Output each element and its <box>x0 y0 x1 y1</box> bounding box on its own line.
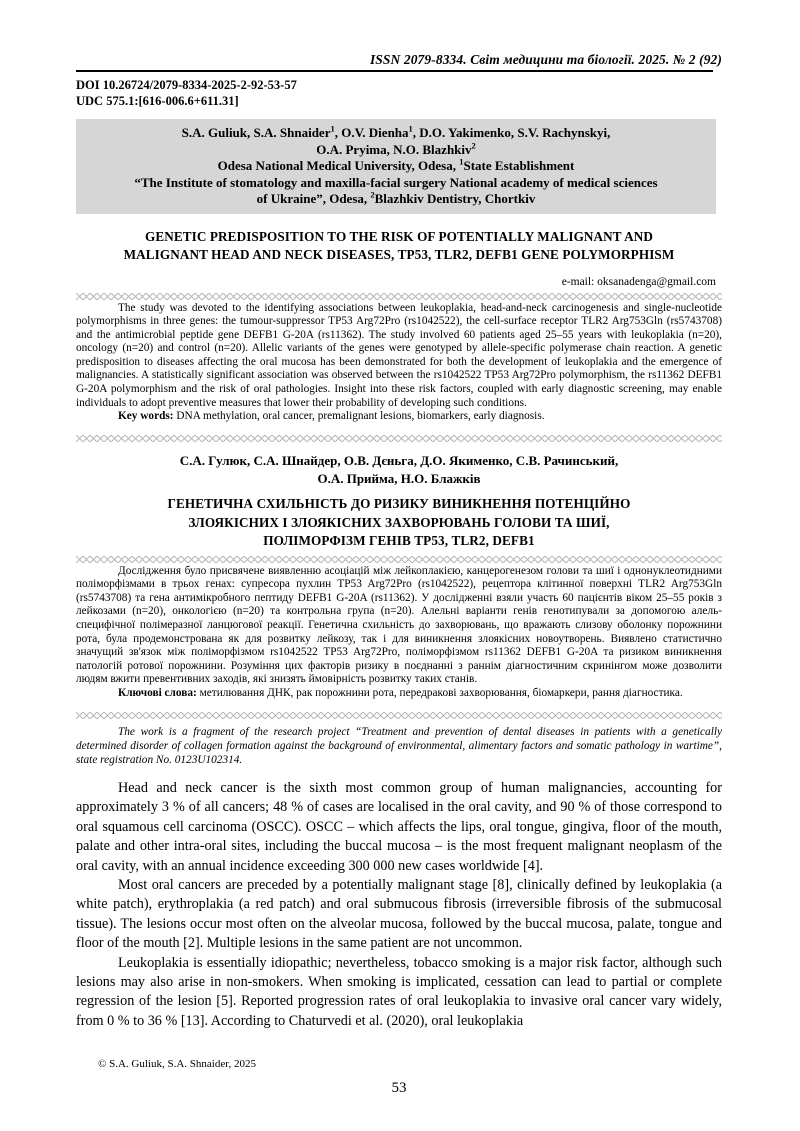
abstract-english: The study was devoted to the identifying associations between leukoplakia, head-and-neck carcinogenesis and single-nucleotide polymorphisms in three genes: the tumour-suppressor TP53 Arg72Pro (rs1042522), the cell-surface receptor TLR2 Arg753Gln (rs5743708) and the antimicrobial peptide gene DEFB1 G-20A (rs11362). The study involved 60 patients aged 25–55 years with leukoplakia (n=20), oncology (n=20) and control (n=20). Allelic variants of the genes were genotyped by allele-specific polymerase chain reaction. A genetic predisposition to diseases affecting the oral mucosa has been demonstrated for both the development of leukoplakia and the emergence of malignancies. A statistically significant association was observed between the rs1042522 TP53 Arg72Pro polymorphism, the rs11362 DEFB1 G-20A polymorphism and the risk of oral pathologies. Insight into these risk factors, coupled with early diagnostic screening, may enable individuals to adopt preventive measures that lower their probability of developing such conditions. <box>76 301 722 409</box>
title-ua-line-2: ЗЛОЯКІСНИХ І ЗЛОЯКІСНИХ ЗАХВОРЮВАНЬ ГОЛОВИ ТА ШИЇ, <box>188 514 610 530</box>
affiliation-line-1-part-a: Odesa National Medical University, Odesa, <box>217 158 460 173</box>
affiliation-line-1-part-b: State Establishment <box>463 158 575 173</box>
title-ua-line-1: ГЕНЕТИЧНА СХИЛЬНІСТЬ ДО РИЗИКУ ВИНИКНЕННЯ ПОТЕНЦІЙНО <box>167 496 631 512</box>
article-title-english <box>76 228 722 264</box>
zigzag-divider-ua-top <box>76 556 722 563</box>
authors-line-1-part-c: , D.O. Yakimenko, S.V. Rachynskyi, <box>412 125 611 140</box>
page-number: 53 <box>391 1080 407 1096</box>
authors-line-1-part-b: , O.V. Dienha <box>334 125 409 140</box>
abstract-ukrainian: Дослідження було присвячене виявленню асоціацій між лейкоплакією, канцерогенезом голови та шиї і однонуклеотидними поліморфізмами в трьох генах: супресора пухлин TP53 Arg72Pro (rs1042522), рецептора клітинної поверхні TLR2 Arg753Gln (rs5743708) та гена антимікробного пептиду DEFB1 G-20A (rs11362). У дослідженні взяли участь 60 пацієнтів віком 25–55 років з лейкозами (n=20), онкологією (n=20) та контрольна група (n=20). Алельні варіанти генів генотипували за допомогою алель-специфічної полімеразної ланцюгової реакції. Генетична схильність до захворювань, що вражають слизову оболонку порожнини рота, була продемонстрована як для розвитку лейкозу, так і для виникнення злоякісних новоутворень. Виявлено статистично значущий зв'язок між поліморфізмом rs1042522 TP53 Arg72Pro, поліморфізмом rs11362 DEFB1 G-20A та ризиком виникнення патологій ротової порожнини. Розуміння цих факторів ризику в поєднанні з раннім діагностичним скринінгом може дозволити людям вжити превентивних заходів, які знизять ймовірність розвитку таких станів. <box>76 564 722 686</box>
authors-ua-line-2: О.А. Прийма, Н.О. Блажків <box>317 470 481 486</box>
body-paragraph-3: Leukoplakia is essentially idiopathic; nevertheless, tobacco smoking is a major risk factor, although such lesions may also arise in non-smokers. When smoking is implicated, cessation can lead to partial or complete regression of the lesion [5]. Reported progression rates of oral leukoplakia to invasive oral cancer vary widely, from 0 % to 36 % [13]. According to Chaturvedi et al. (2020), oral leukoplakia <box>76 954 722 1029</box>
keywords-ukrainian-text: метилювання ДНК, рак порожнини рота, передракові захворювання, біомаркери, рання діагностика. <box>196 686 683 699</box>
running-head: ISSN 2079-8334. Світ медицини та біології. 2025. № 2 (92) <box>369 52 722 67</box>
affiliation-marker-4: 1 <box>459 156 464 167</box>
authors-ukrainian <box>76 452 722 487</box>
author-affiliation-block <box>76 119 716 214</box>
zigzag-divider-top <box>76 293 722 300</box>
authors-line-2 <box>76 142 716 159</box>
keywords-ukrainian <box>76 687 722 701</box>
affiliation-marker-2: 1 <box>408 123 413 134</box>
affiliation-line-3-part-a: of Ukraine”, Odesa, <box>256 191 371 206</box>
title-en-line-2: MALIGNANT HEAD AND NECK DISEASES, TP53, TLR2, DEFB1 GENE POLYMORPHISM <box>123 246 675 262</box>
authors-line-2-part-a: O.A. Pryima, N.O. Blazhkiv <box>316 141 472 157</box>
body-paragraph-1: Head and neck cancer is the sixth most common group of human malignancies, accounting for approximately 3 % of all cancers; 48 % of cases are localised in the oral cavity, and 90 % of those correspond to oral squamous cell carcinoma (OSCC). OSCC – which affects the lips, oral tongue, gingiva, floor of the mouth, palate and other intra-oral sites, including the buccal mucosa – is the most frequent malignant neoplasm of the oral cavity, with an annual incidence exceeding 300 000 new cases worldwide [4]. <box>76 779 722 874</box>
title-ua-line-3: ПОЛІМОРФІЗМ ГЕНІВ ТР53, TLR2, DEFB1 <box>263 533 535 549</box>
authors-line-1-part-a: S.A. Guliuk, S.A. Shnaider <box>181 125 331 140</box>
contact-email[interactable]: e-mail: oksanadenga@gmail.com <box>561 275 716 288</box>
affiliation-line-3-part-b: Blazhkiv Dentistry, Chortkiv <box>374 191 536 206</box>
article-title-ukrainian <box>76 495 722 551</box>
affiliation-marker-1: 1 <box>330 123 335 134</box>
authors-line-1 <box>76 125 716 142</box>
zigzag-divider-middle <box>76 435 722 442</box>
running-head-rule <box>76 70 713 72</box>
affiliation-line-2: “The Institute of stomatology and maxilla-facial surgery National academy of medical sciences <box>134 174 658 190</box>
keywords-english-label: Key words: <box>118 410 174 423</box>
body-text <box>76 779 722 1031</box>
keywords-english <box>76 410 722 424</box>
zigzag-divider-bottom <box>76 712 722 719</box>
authors-ua-line-1: С.А. Гулюк, С.А. Шнайдер, О.В. Дєньга, Д.О. Якименко, С.В. Рачинський, <box>179 453 619 469</box>
doi-line: DOI 10.26724/2079-8334-2025-2-92-53-57 <box>76 78 297 92</box>
page-content <box>76 0 722 1031</box>
keywords-ukrainian-label: Ключові слова: <box>118 686 197 699</box>
udc-line: UDC 575.1:[616-006.6+611.31] <box>76 93 239 108</box>
copyright-line: © S.A. Guliuk, S.A. Shnaider, 2025 <box>98 1058 256 1070</box>
page-footer <box>76 1058 722 1097</box>
body-paragraph-2: Most oral cancers are preceded by a potentially malignant stage [8], clinically defined by leukoplakia (a white patch), erythroplakia (a red patch) and oral submucous fibrosis (irreversible fibrosis of the submucosal tissue). The lesions occur most often on the alveolar mucosa, followed by the buccal mucosa, palate, tongue and floor of the mouth [2]. Multiple lesions in the same patient are not uncommon. <box>76 876 722 952</box>
affiliation-marker-3: 2 <box>471 140 476 151</box>
identifier-codes <box>76 78 722 109</box>
keywords-english-text: DNA methylation, oral cancer, premalignant lesions, biomarkers, early diagnosis. <box>173 410 545 423</box>
funding-note: The work is a fragment of the research project “Treatment and prevention of dental diseases in patients with a genetically determined disorder of collagen formation against the background of environmental, alimentary factors and somatic pathology in wartime”, state registration No. 0123U102314. <box>76 725 722 766</box>
title-en-line-1: GENETIC PREDISPOSITION TO THE RISK OF POTENTIALLY MALIGNANT AND <box>144 228 654 244</box>
affiliation-line-1 <box>76 158 716 175</box>
affiliation-line-3 <box>76 191 716 208</box>
affiliation-marker-5: 2 <box>370 189 375 200</box>
